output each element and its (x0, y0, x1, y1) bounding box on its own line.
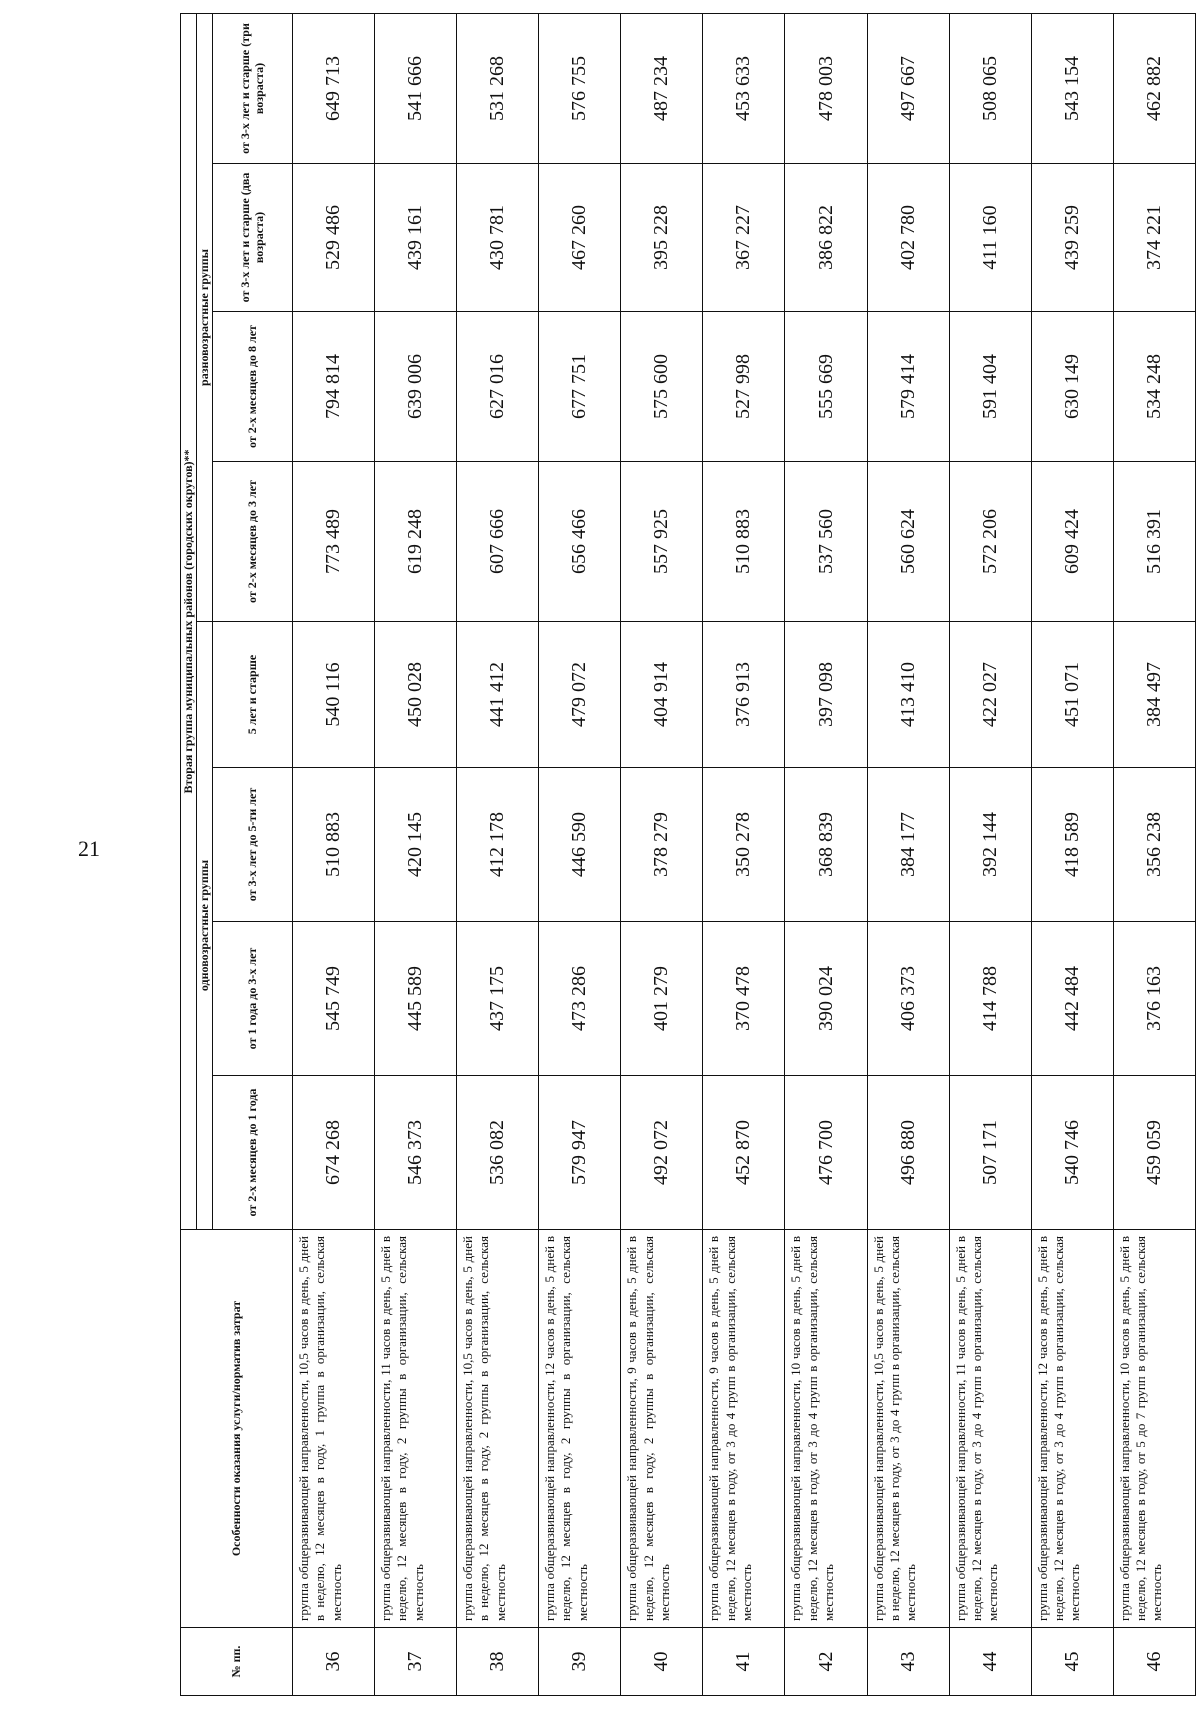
cost-value-cell: 441 412 (457, 622, 539, 768)
row-description: группа общеразвивающей направленности, 10 часов в день, 5 дней в неделю, 12 месяцев в году, от 3 до 4 групп в организации, сельская местность (785, 1230, 867, 1628)
cost-value-cell: 527 998 (703, 312, 785, 462)
cost-value-cell: 412 178 (457, 768, 539, 922)
table-row (375, 13, 457, 1695)
cost-value-cell: 546 373 (375, 1076, 457, 1230)
table-row (539, 13, 621, 1695)
header-group-title: Вторая группа муниципальных районов (городских округов)** (181, 13, 197, 1229)
cost-value-cell: 627 016 (457, 312, 539, 462)
cost-value-cell: 430 781 (457, 164, 539, 312)
table-row (457, 13, 539, 1695)
cost-value-cell: 397 098 (785, 622, 867, 768)
row-description: группа общеразвивающей направленности, 11 часов в день, 5 дней в неделю, 12 месяцев в году, от 3 до 4 групп в организации, сельская местность (949, 1230, 1031, 1628)
cost-value-cell: 575 600 (621, 312, 703, 462)
cost-value-cell: 422 027 (949, 622, 1031, 768)
header-col: от 3-х лет до 5-ти лет (213, 768, 293, 922)
row-number: 42 (785, 1628, 867, 1696)
row-number: 43 (867, 1628, 949, 1696)
cost-value-cell: 459 059 (1113, 1076, 1195, 1230)
cost-value-cell: 390 024 (785, 922, 867, 1076)
cost-value-cell: 607 666 (457, 462, 539, 622)
row-description: группа общеразвивающей направленности, 11 часов в день, 5 дней в неделю, 12 месяцев в году, 2 группы в организации, сельская местность (375, 1230, 457, 1628)
cost-value-cell: 639 006 (375, 312, 457, 462)
cost-value-cell: 406 373 (867, 922, 949, 1076)
cost-value-cell: 487 234 (621, 13, 703, 163)
table-row (293, 13, 375, 1695)
cost-value-cell: 370 478 (703, 922, 785, 1076)
cost-value-cell: 649 713 (293, 13, 375, 163)
header-col: от 3-х лет и старше (два возраста) (213, 164, 293, 312)
cost-value-cell: 437 175 (457, 922, 539, 1076)
cost-value-cell: 418 589 (1031, 768, 1113, 922)
cost-value-cell: 560 624 (867, 462, 949, 622)
row-description: группа общеразвивающей направленности, 9 часов в день, 5 дней в неделю, 12 месяцев в году, 2 группы в организации, сельская местность (621, 1230, 703, 1628)
cost-norms-table (180, 13, 1196, 1696)
row-number: 45 (1031, 1628, 1113, 1696)
rotated-sheet (180, 14, 1196, 1696)
cost-value-cell: 479 072 (539, 622, 621, 768)
cost-value-cell: 386 822 (785, 164, 867, 312)
header-col: от 2-х месяцев до 3 лет (213, 462, 293, 622)
cost-value-cell: 384 177 (867, 768, 949, 922)
cost-value-cell: 478 003 (785, 13, 867, 163)
cost-value-cell: 395 228 (621, 164, 703, 312)
cost-value-cell: 656 466 (539, 462, 621, 622)
cost-value-cell: 543 154 (1031, 13, 1113, 163)
table-row (867, 13, 949, 1695)
cost-value-cell: 540 116 (293, 622, 375, 768)
header-col: от 3-х лет и старше (три возраста) (213, 13, 293, 163)
row-number: 46 (1113, 1628, 1195, 1696)
cost-value-cell: 356 238 (1113, 768, 1195, 922)
header-same-age: одновозрастные группы (197, 622, 213, 1230)
cost-value-cell: 534 248 (1113, 312, 1195, 462)
cost-value-cell: 413 410 (867, 622, 949, 768)
cost-value-cell: 376 913 (703, 622, 785, 768)
cost-value-cell: 376 163 (1113, 922, 1195, 1076)
cost-value-cell: 462 882 (1113, 13, 1195, 163)
cost-value-cell: 572 206 (949, 462, 1031, 622)
cost-value-cell: 374 221 (1113, 164, 1195, 312)
cost-value-cell: 591 404 (949, 312, 1031, 462)
header-col: от 2-х месяцев до 8 лет (213, 312, 293, 462)
cost-value-cell: 536 082 (457, 1076, 539, 1230)
table-row (703, 13, 785, 1695)
cost-value-cell: 402 780 (867, 164, 949, 312)
cost-value-cell: 773 489 (293, 462, 375, 622)
cost-value-cell: 677 751 (539, 312, 621, 462)
row-description: группа общеразвивающей направленности, 9 часов в день, 5 дней в неделю, 12 месяцев в году, от 3 до 4 групп в организации, сельская местность (703, 1230, 785, 1628)
cost-value-cell: 540 746 (1031, 1076, 1113, 1230)
row-description: группа общеразвивающей направленности, 10 часов в день, 5 дней в неделю, 12 месяцев в году, от 5 до 7 групп в организации, сельская местность (1113, 1230, 1195, 1628)
cost-value-cell: 378 279 (621, 768, 703, 922)
cost-value-cell: 492 072 (621, 1076, 703, 1230)
header-col: от 1 года до 3-х лет (213, 922, 293, 1076)
table-row (1113, 13, 1195, 1695)
cost-value-cell: 510 883 (703, 462, 785, 622)
cost-value-cell: 510 883 (293, 768, 375, 922)
table-row (1031, 13, 1113, 1695)
row-description: группа общеразвивающей направленности, 10,5 часов в день, 5 дней в неделю, 12 месяцев в году, 2 группы в организации, сельская местность (457, 1230, 539, 1628)
table-body (293, 13, 1196, 1695)
page-number: 21 (78, 836, 100, 861)
cost-value-cell: 507 171 (949, 1076, 1031, 1230)
row-number: 40 (621, 1628, 703, 1696)
cost-value-cell: 411 160 (949, 164, 1031, 312)
cost-value-cell: 496 880 (867, 1076, 949, 1230)
cost-value-cell: 579 947 (539, 1076, 621, 1230)
header-mixed-age: разновозрастные группы (197, 13, 213, 621)
table-row (949, 13, 1031, 1695)
cost-value-cell: 446 590 (539, 768, 621, 922)
cost-value-cell: 555 669 (785, 312, 867, 462)
cost-value-cell: 497 667 (867, 13, 949, 163)
cost-value-cell: 445 589 (375, 922, 457, 1076)
header-col: 5 лет и старше (213, 622, 293, 768)
header-num: № пп. (181, 1628, 293, 1696)
cost-value-cell: 450 028 (375, 622, 457, 768)
cost-value-cell: 609 424 (1031, 462, 1113, 622)
row-description: группа общеразвивающей направленности, 10,5 часов в день, 5 дней в неделю, 12 месяцев в году, от 3 до 4 групп в организации, сельская местность (867, 1230, 949, 1628)
cost-value-cell: 537 560 (785, 462, 867, 622)
cost-value-cell: 442 484 (1031, 922, 1113, 1076)
cost-value-cell: 368 839 (785, 768, 867, 922)
row-number: 41 (703, 1628, 785, 1696)
cost-value-cell: 414 788 (949, 922, 1031, 1076)
cost-value-cell: 576 755 (539, 13, 621, 163)
cost-value-cell: 516 391 (1113, 462, 1195, 622)
row-number: 36 (293, 1628, 375, 1696)
cost-value-cell: 473 286 (539, 922, 621, 1076)
row-description: группа общеразвивающей направленности, 12 часов в день, 5 дней в неделю, 12 месяцев в году, от 3 до 4 групп в организации, сельская местность (1031, 1230, 1113, 1628)
cost-value-cell: 392 144 (949, 768, 1031, 922)
table-row (785, 13, 867, 1695)
cost-value-cell: 541 666 (375, 13, 457, 163)
cost-value-cell: 467 260 (539, 164, 621, 312)
header-col: от 2-х месяцев до 1 года (213, 1076, 293, 1230)
cost-value-cell: 619 248 (375, 462, 457, 622)
cost-value-cell: 452 870 (703, 1076, 785, 1230)
cost-value-cell: 453 633 (703, 13, 785, 163)
cost-value-cell: 794 814 (293, 312, 375, 462)
table-row (621, 13, 703, 1695)
cost-value-cell: 350 278 (703, 768, 785, 922)
row-description: группа общеразвивающей направленности, 12 часов в день, 5 дней в неделю, 12 месяцев в году, 2 группы в организации, сельская местность (539, 1230, 621, 1628)
row-description: группа общеразвивающей направленности, 10,5 часов в день, 5 дней в неделю, 12 месяцев в году, 1 группа в организации, сельская местность (293, 1230, 375, 1628)
cost-value-cell: 420 145 (375, 768, 457, 922)
row-number: 38 (457, 1628, 539, 1696)
cost-value-cell: 579 414 (867, 312, 949, 462)
cost-value-cell: 439 259 (1031, 164, 1113, 312)
row-number: 37 (375, 1628, 457, 1696)
cost-value-cell: 674 268 (293, 1076, 375, 1230)
table-header (181, 13, 293, 1695)
cost-value-cell: 439 161 (375, 164, 457, 312)
cost-value-cell: 367 227 (703, 164, 785, 312)
cost-value-cell: 508 065 (949, 13, 1031, 163)
cost-value-cell: 531 268 (457, 13, 539, 163)
cost-value-cell: 401 279 (621, 922, 703, 1076)
cost-value-cell: 557 925 (621, 462, 703, 622)
row-number: 44 (949, 1628, 1031, 1696)
cost-value-cell: 384 497 (1113, 622, 1195, 768)
cost-value-cell: 451 071 (1031, 622, 1113, 768)
cost-value-cell: 545 749 (293, 922, 375, 1076)
cost-value-cell: 476 700 (785, 1076, 867, 1230)
cost-value-cell: 404 914 (621, 622, 703, 768)
header-desc: Особенности оказания услуги/норматив затрат (181, 1230, 293, 1628)
row-number: 39 (539, 1628, 621, 1696)
cost-value-cell: 630 149 (1031, 312, 1113, 462)
cost-value-cell: 529 486 (293, 164, 375, 312)
